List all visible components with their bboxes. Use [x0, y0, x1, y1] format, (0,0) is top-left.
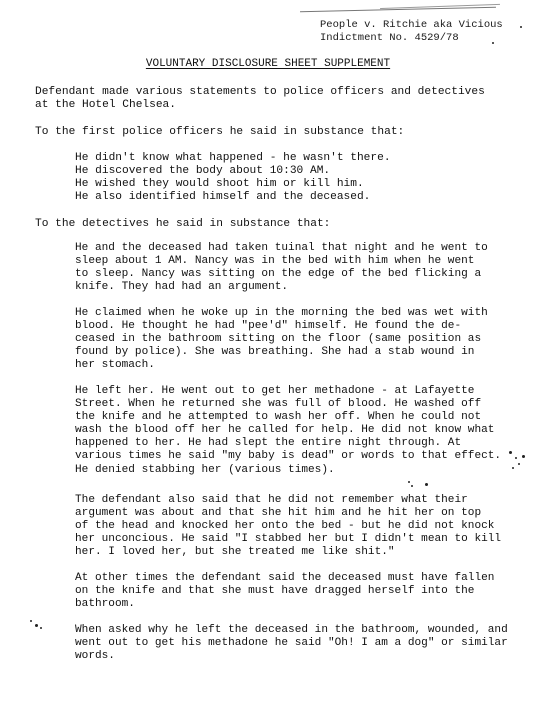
scan-speck	[408, 481, 410, 483]
scan-speck	[515, 457, 517, 459]
detective-paragraph: He left her. He went out to get her methadone - at Lafayette Street. When he returned she was full of blood. He washed off the knife and he attempted to wash her off. When he could not wash the blood off her he called for help. He did not know what happened to her. He had slept the entire night through. At various times he said "my baby is dead" or words to that effect. He denied stabbing her (various times).	[75, 385, 502, 476]
scan-speck	[425, 483, 428, 486]
intro-paragraph: Defendant made various statements to police officers and detectives at the Hotel Chelsea.	[35, 86, 485, 112]
scan-speck	[411, 485, 413, 487]
detectives-heading: To the detectives he said in substance that:	[35, 218, 331, 230]
scan-speck	[518, 463, 520, 465]
scan-speck	[522, 455, 525, 458]
detective-paragraph: When asked why he left the deceased in the bathroom, wounded, and went out to get his methadone he said "Oh! I am a dog" or similar words.	[75, 624, 508, 663]
list-item: He wished they would shoot him or kill him.	[75, 178, 364, 191]
list-item: He didn't know what happened - he wasn't there.	[75, 152, 391, 164]
first-officers-heading: To the first police officers he said in substance that:	[35, 126, 405, 138]
case-header	[320, 19, 503, 45]
list-item: He discovered the body about 10:30 AM.	[75, 165, 331, 178]
first-officers-statement-list	[75, 152, 391, 204]
document-title-text: VOLUNTARY DISCLOSURE SHEET SUPPLEMENT	[145, 58, 391, 70]
detective-paragraph: At other times the defendant said the deceased must have fallen on the knife and that she must have dragged herself into the bathroom.	[75, 572, 495, 611]
document-title	[0, 58, 536, 71]
scan-speck	[40, 627, 42, 629]
scan-speck	[35, 624, 38, 627]
scan-speck	[30, 620, 32, 622]
scan-speck	[492, 42, 494, 44]
list-item: He also identified himself and the deceased.	[75, 191, 371, 204]
detective-paragraph: He claimed when he woke up in the morning the bed was wet with blood. He thought he had "pee'd" himself. He found the de- ceased in the bathroom sitting on the floor (same position as found by police). She was breathing. She had a stab wound in her stomach.	[75, 307, 488, 372]
scan-speck	[520, 26, 522, 28]
detective-paragraph: He and the deceased had taken tuinal that night and he went to sleep about 1 AM. Nancy was in the bed with him when he went to sleep. Nancy was sitting on the edge of the bed flicking a knife. They had had an argument.	[75, 242, 488, 294]
indictment-number: Indictment No. 4529/78	[320, 32, 459, 44]
detective-paragraph: The defendant also said that he did not remember what their argument was about and that she hit him and he hit her on top of the head and knocked her onto the bed - but he did not knock her unconcious. He said "I stabbed her but I didn't mean to kill her. I loved her, but she treated me like shit."	[75, 494, 502, 559]
scan-speck	[509, 451, 512, 454]
case-name: People v. Ritchie aka Vicious	[320, 19, 503, 31]
scan-speck	[512, 467, 514, 469]
